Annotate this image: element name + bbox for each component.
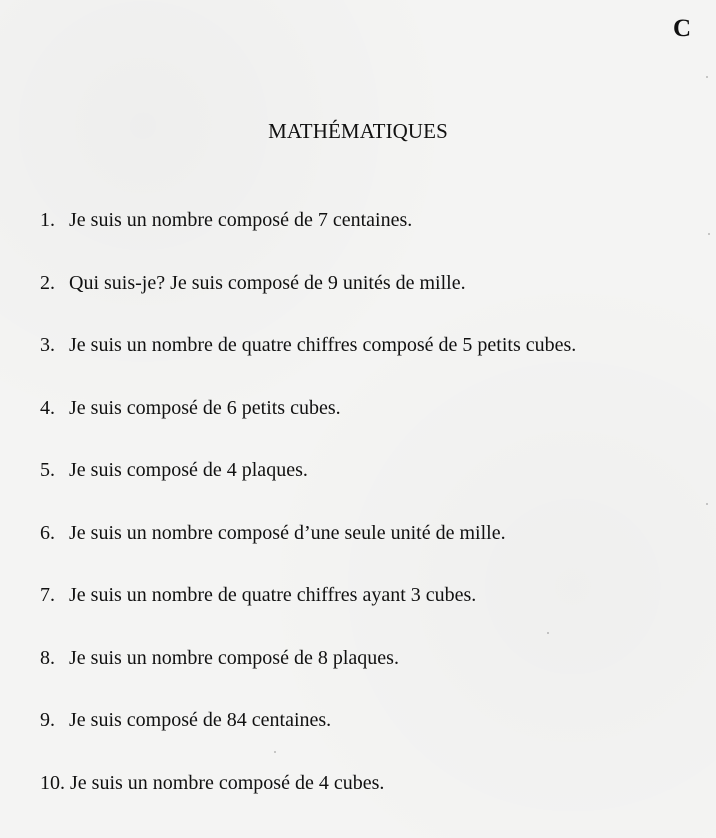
worksheet-title: MATHÉMATIQUES — [268, 119, 448, 143]
scan-speck — [274, 751, 276, 753]
question-number: 1. — [40, 209, 55, 231]
scan-speck — [547, 632, 549, 634]
question-number: 5. — [40, 459, 55, 481]
question-text: Je suis composé de 6 petits cubes. — [69, 396, 341, 419]
scan-speck — [706, 76, 708, 78]
question-text: Je suis un nombre composé d’une seule unité de mille. — [69, 521, 506, 544]
question-number: 8. — [40, 646, 55, 669]
question-text: Je suis un nombre composé de 4 cubes. — [70, 771, 385, 794]
question-item — [40, 396, 700, 459]
question-text: Je suis composé de 4 plaques. — [69, 459, 308, 481]
question-item — [40, 646, 700, 709]
question-number: 2. — [40, 271, 55, 294]
question-number: 3. — [40, 334, 55, 356]
question-list — [40, 208, 700, 833]
worksheet-version-label: C — [672, 15, 691, 42]
question-text: Je suis un nombre composé de 8 plaques. — [69, 646, 399, 669]
question-item — [40, 521, 700, 584]
question-item — [40, 208, 700, 271]
question-number: 7. — [40, 584, 55, 606]
question-number: 10. — [40, 771, 65, 794]
question-text: Je suis un nombre composé de 7 centaines. — [69, 209, 413, 231]
question-text: Je suis un nombre de quatre chiffres composé de 5 petits cubes. — [69, 334, 577, 356]
question-text: Je suis un nombre de quatre chiffres ayant 3 cubes. — [69, 584, 477, 606]
scan-speck — [706, 503, 708, 505]
question-item — [40, 708, 700, 771]
question-item — [40, 333, 700, 396]
question-number: 9. — [40, 709, 55, 731]
scan-speck — [708, 233, 710, 235]
question-text: Qui suis-je? Je suis composé de 9 unités de mille. — [69, 271, 466, 294]
question-item — [40, 771, 700, 834]
question-item — [40, 458, 700, 521]
question-number: 4. — [40, 396, 55, 419]
question-text: Je suis composé de 84 centaines. — [69, 709, 332, 731]
question-item — [40, 583, 700, 646]
question-number: 6. — [40, 521, 55, 544]
question-item — [40, 271, 700, 334]
